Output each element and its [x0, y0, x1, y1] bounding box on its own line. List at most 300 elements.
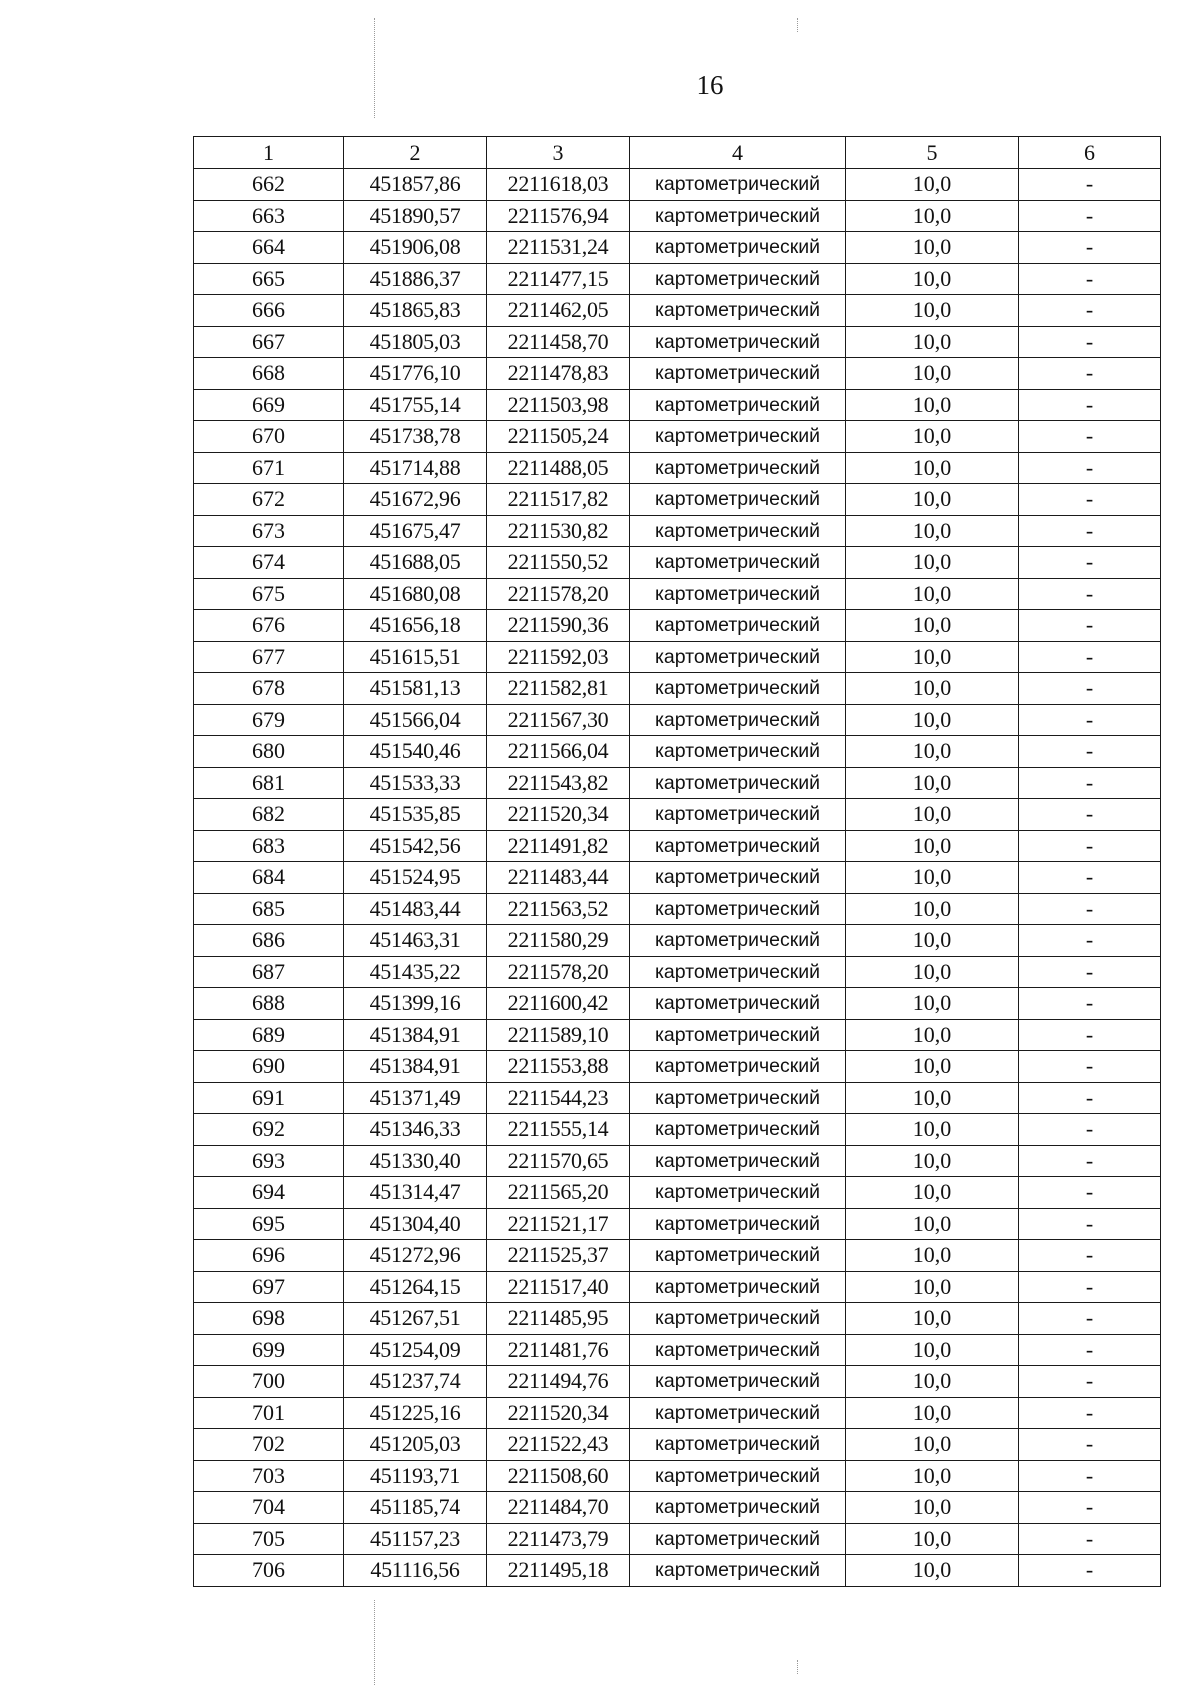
- point-number-cell: 690: [194, 1051, 344, 1083]
- remark-cell: -: [1019, 1271, 1161, 1303]
- y-coordinate-cell: 2211484,70: [487, 1492, 630, 1524]
- method-cell: картометрический: [630, 641, 846, 673]
- accuracy-cell: 10,0: [846, 1051, 1019, 1083]
- table-row: [194, 358, 1161, 390]
- point-number-cell: 706: [194, 1555, 344, 1587]
- accuracy-cell: 10,0: [846, 578, 1019, 610]
- method-cell: картометрический: [630, 1019, 846, 1051]
- method-cell: картометрический: [630, 1492, 846, 1524]
- accuracy-cell: 10,0: [846, 1208, 1019, 1240]
- table-row: [194, 578, 1161, 610]
- y-coordinate-cell: 2211517,82: [487, 484, 630, 516]
- x-coordinate-cell: 451399,16: [344, 988, 487, 1020]
- accuracy-cell: 10,0: [846, 704, 1019, 736]
- method-cell: картометрический: [630, 736, 846, 768]
- accuracy-cell: 10,0: [846, 389, 1019, 421]
- method-cell: картометрический: [630, 893, 846, 925]
- table-row: [194, 1019, 1161, 1051]
- point-number-cell: 665: [194, 263, 344, 295]
- accuracy-cell: 10,0: [846, 1366, 1019, 1398]
- accuracy-cell: 10,0: [846, 484, 1019, 516]
- point-number-cell: 671: [194, 452, 344, 484]
- accuracy-cell: 10,0: [846, 1397, 1019, 1429]
- y-coordinate-cell: 2211590,36: [487, 610, 630, 642]
- y-coordinate-cell: 2211530,82: [487, 515, 630, 547]
- point-number-cell: 684: [194, 862, 344, 894]
- accuracy-cell: 10,0: [846, 925, 1019, 957]
- table-row: [194, 484, 1161, 516]
- y-coordinate-cell: 2211494,76: [487, 1366, 630, 1398]
- y-coordinate-cell: 2211521,17: [487, 1208, 630, 1240]
- accuracy-cell: 10,0: [846, 956, 1019, 988]
- column-header: 4: [630, 137, 846, 169]
- x-coordinate-cell: 451566,04: [344, 704, 487, 736]
- method-cell: картометрический: [630, 1366, 846, 1398]
- method-cell: картометрический: [630, 169, 846, 201]
- accuracy-cell: 10,0: [846, 641, 1019, 673]
- remark-cell: -: [1019, 641, 1161, 673]
- x-coordinate-cell: 451483,44: [344, 893, 487, 925]
- table-row: [194, 200, 1161, 232]
- accuracy-cell: 10,0: [846, 452, 1019, 484]
- remark-cell: -: [1019, 767, 1161, 799]
- y-coordinate-cell: 2211491,82: [487, 830, 630, 862]
- column-header: 1: [194, 137, 344, 169]
- method-cell: картометрический: [630, 578, 846, 610]
- x-coordinate-cell: 451267,51: [344, 1303, 487, 1335]
- table-row: [194, 673, 1161, 705]
- remark-cell: -: [1019, 1240, 1161, 1272]
- y-coordinate-cell: 2211477,15: [487, 263, 630, 295]
- point-number-cell: 696: [194, 1240, 344, 1272]
- point-number-cell: 686: [194, 925, 344, 957]
- accuracy-cell: 10,0: [846, 169, 1019, 201]
- y-coordinate-cell: 2211525,37: [487, 1240, 630, 1272]
- method-cell: картометрический: [630, 1555, 846, 1587]
- table-row: [194, 421, 1161, 453]
- table-row: [194, 1555, 1161, 1587]
- point-number-cell: 704: [194, 1492, 344, 1524]
- y-coordinate-cell: 2211520,34: [487, 799, 630, 831]
- remark-cell: -: [1019, 1492, 1161, 1524]
- table-row: [194, 767, 1161, 799]
- remark-cell: -: [1019, 988, 1161, 1020]
- remark-cell: -: [1019, 862, 1161, 894]
- point-number-cell: 663: [194, 200, 344, 232]
- accuracy-cell: 10,0: [846, 421, 1019, 453]
- accuracy-cell: 10,0: [846, 1492, 1019, 1524]
- x-coordinate-cell: 451805,03: [344, 326, 487, 358]
- y-coordinate-cell: 2211600,42: [487, 988, 630, 1020]
- accuracy-cell: 10,0: [846, 893, 1019, 925]
- point-number-cell: 672: [194, 484, 344, 516]
- x-coordinate-cell: 451680,08: [344, 578, 487, 610]
- x-coordinate-cell: 451237,74: [344, 1366, 487, 1398]
- y-coordinate-cell: 2211550,52: [487, 547, 630, 579]
- scan-artifact-line: [797, 1660, 798, 1674]
- point-number-cell: 691: [194, 1082, 344, 1114]
- table-row: [194, 1114, 1161, 1146]
- y-coordinate-cell: 2211592,03: [487, 641, 630, 673]
- method-cell: картометрический: [630, 830, 846, 862]
- method-cell: картометрический: [630, 200, 846, 232]
- table-body: [194, 169, 1161, 1587]
- point-number-cell: 682: [194, 799, 344, 831]
- accuracy-cell: 10,0: [846, 1523, 1019, 1555]
- x-coordinate-cell: 451755,14: [344, 389, 487, 421]
- point-number-cell: 674: [194, 547, 344, 579]
- point-number-cell: 683: [194, 830, 344, 862]
- remark-cell: -: [1019, 169, 1161, 201]
- x-coordinate-cell: 451714,88: [344, 452, 487, 484]
- accuracy-cell: 10,0: [846, 1114, 1019, 1146]
- method-cell: картометрический: [630, 1429, 846, 1461]
- point-number-cell: 705: [194, 1523, 344, 1555]
- x-coordinate-cell: 451435,22: [344, 956, 487, 988]
- remark-cell: -: [1019, 232, 1161, 264]
- table-row: [194, 641, 1161, 673]
- point-number-cell: 668: [194, 358, 344, 390]
- table-row: [194, 1523, 1161, 1555]
- accuracy-cell: 10,0: [846, 1082, 1019, 1114]
- point-number-cell: 695: [194, 1208, 344, 1240]
- method-cell: картометрический: [630, 704, 846, 736]
- x-coordinate-cell: 451542,56: [344, 830, 487, 862]
- remark-cell: -: [1019, 1145, 1161, 1177]
- y-coordinate-cell: 2211485,95: [487, 1303, 630, 1335]
- remark-cell: -: [1019, 578, 1161, 610]
- y-coordinate-cell: 2211458,70: [487, 326, 630, 358]
- y-coordinate-cell: 2211553,88: [487, 1051, 630, 1083]
- y-coordinate-cell: 2211589,10: [487, 1019, 630, 1051]
- point-number-cell: 681: [194, 767, 344, 799]
- accuracy-cell: 10,0: [846, 767, 1019, 799]
- point-number-cell: 687: [194, 956, 344, 988]
- accuracy-cell: 10,0: [846, 200, 1019, 232]
- x-coordinate-cell: 451865,83: [344, 295, 487, 327]
- method-cell: картометрический: [630, 956, 846, 988]
- coordinates-table: [193, 136, 1161, 1587]
- remark-cell: -: [1019, 1366, 1161, 1398]
- remark-cell: -: [1019, 421, 1161, 453]
- method-cell: картометрический: [630, 1271, 846, 1303]
- accuracy-cell: 10,0: [846, 736, 1019, 768]
- remark-cell: -: [1019, 799, 1161, 831]
- table-row: [194, 1145, 1161, 1177]
- remark-cell: -: [1019, 1082, 1161, 1114]
- method-cell: картометрический: [630, 1114, 846, 1146]
- y-coordinate-cell: 2211576,94: [487, 200, 630, 232]
- table-row: [194, 547, 1161, 579]
- method-cell: картометрический: [630, 673, 846, 705]
- remark-cell: -: [1019, 1460, 1161, 1492]
- y-coordinate-cell: 2211565,20: [487, 1177, 630, 1209]
- point-number-cell: 669: [194, 389, 344, 421]
- table-row: [194, 1082, 1161, 1114]
- method-cell: картометрический: [630, 1051, 846, 1083]
- x-coordinate-cell: 451116,56: [344, 1555, 487, 1587]
- column-header: 6: [1019, 137, 1161, 169]
- x-coordinate-cell: 451264,15: [344, 1271, 487, 1303]
- column-header: 5: [846, 137, 1019, 169]
- accuracy-cell: 10,0: [846, 1019, 1019, 1051]
- point-number-cell: 673: [194, 515, 344, 547]
- x-coordinate-cell: 451157,23: [344, 1523, 487, 1555]
- x-coordinate-cell: 451371,49: [344, 1082, 487, 1114]
- y-coordinate-cell: 2211483,44: [487, 862, 630, 894]
- accuracy-cell: 10,0: [846, 1271, 1019, 1303]
- accuracy-cell: 10,0: [846, 358, 1019, 390]
- x-coordinate-cell: 451533,33: [344, 767, 487, 799]
- column-header: 3: [487, 137, 630, 169]
- accuracy-cell: 10,0: [846, 1460, 1019, 1492]
- point-number-cell: 664: [194, 232, 344, 264]
- accuracy-cell: 10,0: [846, 295, 1019, 327]
- remark-cell: -: [1019, 1208, 1161, 1240]
- accuracy-cell: 10,0: [846, 610, 1019, 642]
- point-number-cell: 693: [194, 1145, 344, 1177]
- table-row: [194, 1460, 1161, 1492]
- remark-cell: -: [1019, 1397, 1161, 1429]
- method-cell: картометрический: [630, 452, 846, 484]
- point-number-cell: 676: [194, 610, 344, 642]
- table-row: [194, 925, 1161, 957]
- x-coordinate-cell: 451272,96: [344, 1240, 487, 1272]
- remark-cell: -: [1019, 1334, 1161, 1366]
- method-cell: картометрический: [630, 547, 846, 579]
- x-coordinate-cell: 451193,71: [344, 1460, 487, 1492]
- column-header: 2: [344, 137, 487, 169]
- x-coordinate-cell: 451304,40: [344, 1208, 487, 1240]
- table-row: [194, 326, 1161, 358]
- scan-artifact-line: [374, 18, 375, 118]
- y-coordinate-cell: 2211495,18: [487, 1555, 630, 1587]
- remark-cell: -: [1019, 1429, 1161, 1461]
- y-coordinate-cell: 2211578,20: [487, 956, 630, 988]
- accuracy-cell: 10,0: [846, 232, 1019, 264]
- table-row: [194, 610, 1161, 642]
- table-row: [194, 232, 1161, 264]
- x-coordinate-cell: 451688,05: [344, 547, 487, 579]
- x-coordinate-cell: 451225,16: [344, 1397, 487, 1429]
- x-coordinate-cell: 451205,03: [344, 1429, 487, 1461]
- point-number-cell: 688: [194, 988, 344, 1020]
- table-row: [194, 736, 1161, 768]
- remark-cell: -: [1019, 1114, 1161, 1146]
- remark-cell: -: [1019, 358, 1161, 390]
- x-coordinate-cell: 451776,10: [344, 358, 487, 390]
- method-cell: картометрический: [630, 988, 846, 1020]
- table-row: [194, 263, 1161, 295]
- remark-cell: -: [1019, 925, 1161, 957]
- x-coordinate-cell: 451330,40: [344, 1145, 487, 1177]
- scan-artifact-line: [374, 1600, 375, 1685]
- y-coordinate-cell: 2211505,24: [487, 421, 630, 453]
- x-coordinate-cell: 451384,91: [344, 1051, 487, 1083]
- x-coordinate-cell: 451185,74: [344, 1492, 487, 1524]
- table-row: [194, 799, 1161, 831]
- remark-cell: -: [1019, 1523, 1161, 1555]
- y-coordinate-cell: 2211520,34: [487, 1397, 630, 1429]
- remark-cell: -: [1019, 1303, 1161, 1335]
- method-cell: картометрический: [630, 1145, 846, 1177]
- method-cell: картометрический: [630, 1208, 846, 1240]
- x-coordinate-cell: 451540,46: [344, 736, 487, 768]
- x-coordinate-cell: 451524,95: [344, 862, 487, 894]
- table-row: [194, 169, 1161, 201]
- x-coordinate-cell: 451346,33: [344, 1114, 487, 1146]
- remark-cell: -: [1019, 515, 1161, 547]
- accuracy-cell: 10,0: [846, 862, 1019, 894]
- remark-cell: -: [1019, 736, 1161, 768]
- accuracy-cell: 10,0: [846, 547, 1019, 579]
- x-coordinate-cell: 451314,47: [344, 1177, 487, 1209]
- method-cell: картометрический: [630, 295, 846, 327]
- method-cell: картометрический: [630, 1177, 846, 1209]
- accuracy-cell: 10,0: [846, 515, 1019, 547]
- method-cell: картометрический: [630, 232, 846, 264]
- y-coordinate-cell: 2211555,14: [487, 1114, 630, 1146]
- method-cell: картометрический: [630, 767, 846, 799]
- table-row: [194, 862, 1161, 894]
- method-cell: картометрический: [630, 1240, 846, 1272]
- table-row: [194, 1429, 1161, 1461]
- y-coordinate-cell: 2211566,04: [487, 736, 630, 768]
- table-row: [194, 1397, 1161, 1429]
- y-coordinate-cell: 2211478,83: [487, 358, 630, 390]
- table-row: [194, 830, 1161, 862]
- remark-cell: -: [1019, 452, 1161, 484]
- table-row: [194, 1492, 1161, 1524]
- accuracy-cell: 10,0: [846, 1177, 1019, 1209]
- accuracy-cell: 10,0: [846, 830, 1019, 862]
- point-number-cell: 700: [194, 1366, 344, 1398]
- x-coordinate-cell: 451581,13: [344, 673, 487, 705]
- method-cell: картометрический: [630, 1460, 846, 1492]
- point-number-cell: 678: [194, 673, 344, 705]
- remark-cell: -: [1019, 295, 1161, 327]
- table-row: [194, 515, 1161, 547]
- table-row: [194, 1240, 1161, 1272]
- y-coordinate-cell: 2211570,65: [487, 1145, 630, 1177]
- accuracy-cell: 10,0: [846, 673, 1019, 705]
- remark-cell: -: [1019, 1555, 1161, 1587]
- table-row: [194, 389, 1161, 421]
- method-cell: картометрический: [630, 358, 846, 390]
- accuracy-cell: 10,0: [846, 1429, 1019, 1461]
- remark-cell: -: [1019, 326, 1161, 358]
- method-cell: картометрический: [630, 1397, 846, 1429]
- method-cell: картометрический: [630, 610, 846, 642]
- point-number-cell: 702: [194, 1429, 344, 1461]
- remark-cell: -: [1019, 956, 1161, 988]
- y-coordinate-cell: 2211618,03: [487, 169, 630, 201]
- point-number-cell: 694: [194, 1177, 344, 1209]
- point-number-cell: 675: [194, 578, 344, 610]
- remark-cell: -: [1019, 484, 1161, 516]
- point-number-cell: 703: [194, 1460, 344, 1492]
- y-coordinate-cell: 2211522,43: [487, 1429, 630, 1461]
- table-row: [194, 704, 1161, 736]
- y-coordinate-cell: 2211473,79: [487, 1523, 630, 1555]
- x-coordinate-cell: 451906,08: [344, 232, 487, 264]
- remark-cell: -: [1019, 893, 1161, 925]
- point-number-cell: 677: [194, 641, 344, 673]
- y-coordinate-cell: 2211462,05: [487, 295, 630, 327]
- remark-cell: -: [1019, 673, 1161, 705]
- remark-cell: -: [1019, 704, 1161, 736]
- table-row: [194, 1366, 1161, 1398]
- point-number-cell: 697: [194, 1271, 344, 1303]
- accuracy-cell: 10,0: [846, 326, 1019, 358]
- accuracy-cell: 10,0: [846, 1240, 1019, 1272]
- remark-cell: -: [1019, 263, 1161, 295]
- x-coordinate-cell: 451656,18: [344, 610, 487, 642]
- table-row: [194, 295, 1161, 327]
- method-cell: картометрический: [630, 1303, 846, 1335]
- x-coordinate-cell: 451857,86: [344, 169, 487, 201]
- method-cell: картометрический: [630, 515, 846, 547]
- method-cell: картометрический: [630, 862, 846, 894]
- remark-cell: -: [1019, 1051, 1161, 1083]
- table-row: [194, 893, 1161, 925]
- table-row: [194, 1271, 1161, 1303]
- y-coordinate-cell: 2211488,05: [487, 452, 630, 484]
- accuracy-cell: 10,0: [846, 1555, 1019, 1587]
- y-coordinate-cell: 2211517,40: [487, 1271, 630, 1303]
- y-coordinate-cell: 2211543,82: [487, 767, 630, 799]
- y-coordinate-cell: 2211578,20: [487, 578, 630, 610]
- x-coordinate-cell: 451535,85: [344, 799, 487, 831]
- y-coordinate-cell: 2211503,98: [487, 389, 630, 421]
- remark-cell: -: [1019, 610, 1161, 642]
- point-number-cell: 701: [194, 1397, 344, 1429]
- method-cell: картометрический: [630, 1334, 846, 1366]
- method-cell: картометрический: [630, 925, 846, 957]
- point-number-cell: 666: [194, 295, 344, 327]
- method-cell: картометрический: [630, 1523, 846, 1555]
- point-number-cell: 662: [194, 169, 344, 201]
- x-coordinate-cell: 451738,78: [344, 421, 487, 453]
- table-row: [194, 1334, 1161, 1366]
- x-coordinate-cell: 451463,31: [344, 925, 487, 957]
- table-row: [194, 1051, 1161, 1083]
- method-cell: картометрический: [630, 326, 846, 358]
- method-cell: картометрический: [630, 421, 846, 453]
- accuracy-cell: 10,0: [846, 1303, 1019, 1335]
- x-coordinate-cell: 451675,47: [344, 515, 487, 547]
- page-number: 16: [696, 70, 724, 100]
- y-coordinate-cell: 2211580,29: [487, 925, 630, 957]
- point-number-cell: 689: [194, 1019, 344, 1051]
- point-number-cell: 670: [194, 421, 344, 453]
- remark-cell: -: [1019, 200, 1161, 232]
- accuracy-cell: 10,0: [846, 263, 1019, 295]
- table-row: [194, 988, 1161, 1020]
- accuracy-cell: 10,0: [846, 799, 1019, 831]
- accuracy-cell: 10,0: [846, 988, 1019, 1020]
- point-number-cell: 699: [194, 1334, 344, 1366]
- table-row: [194, 1177, 1161, 1209]
- point-number-cell: 667: [194, 326, 344, 358]
- method-cell: картометрический: [630, 799, 846, 831]
- remark-cell: -: [1019, 1177, 1161, 1209]
- y-coordinate-cell: 2211531,24: [487, 232, 630, 264]
- scan-artifact-line: [797, 18, 798, 32]
- y-coordinate-cell: 2211544,23: [487, 1082, 630, 1114]
- table-row: [194, 1208, 1161, 1240]
- remark-cell: -: [1019, 389, 1161, 421]
